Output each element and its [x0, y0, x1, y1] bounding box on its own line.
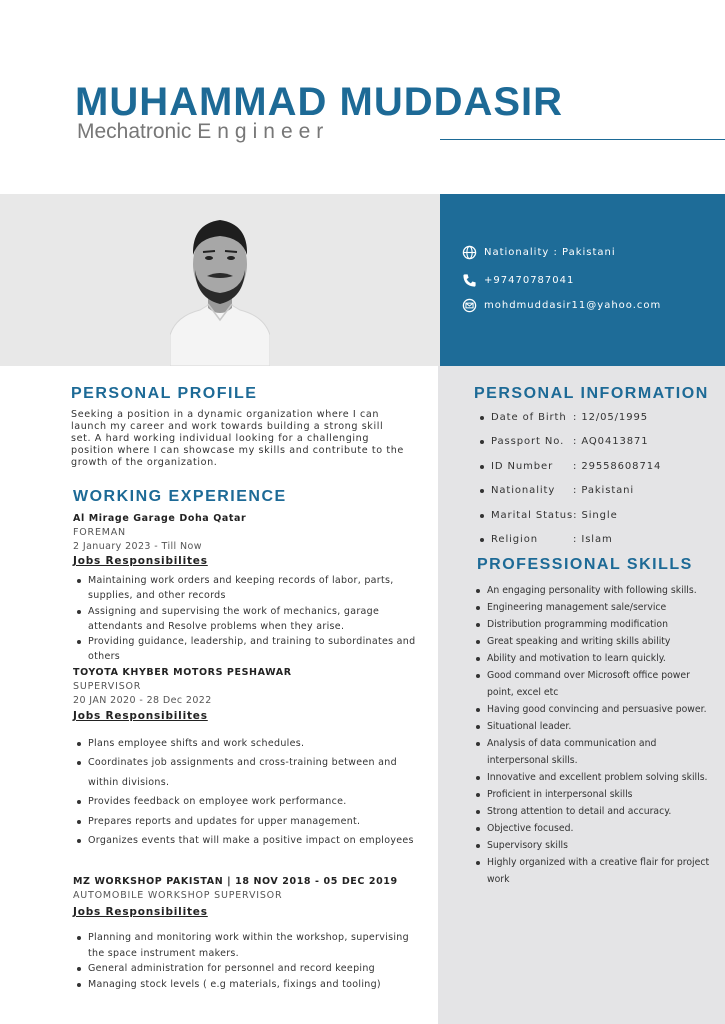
list-item: Innovative and excellent problem solving skills.: [476, 769, 716, 786]
job-1-position: FOREMAN: [73, 527, 126, 538]
job-2-responsibilities-label: Jobs Responsibilites: [73, 710, 208, 722]
job-role: [77, 120, 329, 144]
nationality-text: Nationality : Pakistani: [484, 247, 616, 258]
contact-box: [440, 194, 725, 366]
list-item: Managing stock levels ( e.g materials, fixings and tooling): [73, 977, 418, 993]
list-item: Objective focused.: [476, 820, 716, 837]
email-text[interactable]: mohdmuddasir11@yahoo.com: [484, 300, 662, 311]
list-item: [476, 533, 706, 557]
photo-band: [0, 194, 440, 366]
info-value: : 29558608714: [573, 460, 662, 472]
globe-icon: [462, 245, 477, 260]
professional-skills-heading: PROFESSIONAL SKILLS: [477, 556, 693, 573]
candidate-name: MUHAMMAD MUDDASIR: [75, 80, 564, 124]
job-2-duties: [73, 734, 418, 850]
job-1-company: Al Mirage Garage Doha Qatar: [73, 513, 247, 524]
list-item: Prepares reports and updates for upper management.: [73, 812, 418, 831]
contact-email: [462, 298, 661, 313]
list-item: An engaging personality with following skills.: [476, 582, 716, 599]
info-label: Date of Birth: [491, 412, 567, 423]
list-item: General administration for personnel and record keeping: [73, 961, 418, 977]
job-1-dates: 2 January 2023 - Till Now: [73, 541, 202, 552]
job-1-duties: [73, 573, 418, 665]
list-item: Analysis of data communication and interpersonal skills.: [476, 735, 716, 769]
list-item: Great speaking and writing skills ability: [476, 633, 716, 650]
header-rule: [440, 139, 725, 140]
list-item: Strong attention to detail and accuracy.: [476, 803, 716, 820]
list-item: [476, 460, 706, 484]
info-value: : Pakistani: [573, 485, 635, 497]
info-label: Religion: [491, 533, 538, 545]
list-item: Good command over Microsoft office power point, excel etc: [476, 667, 716, 701]
job-3-company: MZ WORKSHOP PAKISTAN | 18 NOV 2018 - 05 DEC 2019: [73, 876, 398, 887]
phone-icon: [462, 273, 477, 288]
info-label: Nationality: [491, 485, 556, 497]
list-item: Proficient in interpersonal skills: [476, 786, 716, 803]
info-value: : 12/05/1995: [573, 412, 648, 423]
list-item: Supervisory skills: [476, 837, 716, 854]
phone-text[interactable]: +97470787041: [484, 275, 575, 286]
job-2-dates: 20 JAN 2020 - 28 Dec 2022: [73, 695, 212, 706]
job-2-position: SUPERVISOR: [73, 681, 142, 692]
role-second-word: Engineer: [197, 120, 330, 143]
personal-info-list: [476, 411, 706, 557]
info-label: Marital Status: [491, 509, 574, 521]
list-item: [476, 435, 706, 459]
profile-photo: [170, 200, 270, 366]
list-item: [476, 509, 706, 533]
info-value: : Single: [573, 509, 618, 521]
personal-profile-heading: PERSONAL PROFILE: [71, 385, 258, 402]
job-3-responsibilities-label: Jobs Responsibilites: [73, 906, 208, 918]
list-item: Planning and monitoring work within the workshop, supervising the space instrument makers.: [73, 930, 418, 961]
job-2-company: TOYOTA KHYBER MOTORS PESHAWAR: [73, 667, 292, 678]
list-item: Ability and motivation to learn quickly.: [476, 650, 716, 667]
list-item: Plans employee shifts and work schedules.: [73, 734, 418, 753]
personal-information-heading: PERSONAL INFORMATION: [474, 385, 709, 402]
skills-list: [476, 582, 716, 888]
list-item: Providing guidance, leadership, and training to subordinates and others: [73, 634, 418, 665]
contact-nationality: [462, 245, 616, 260]
list-item: Engineering management sale/service: [476, 599, 716, 616]
working-experience-heading: WORKING EXPERIENCE: [73, 488, 287, 505]
email-icon: [462, 298, 477, 313]
list-item: Distribution programming modification: [476, 616, 716, 633]
list-item: Organizes events that will make a positive impact on employees: [73, 831, 418, 850]
info-value: : AQ0413871: [573, 436, 649, 448]
contact-phone: [462, 273, 574, 288]
profile-summary: Seeking a position in a dynamic organization where I can launch my career and work towards building a strong skill set. A hard working individual looking for a challenging position where I can showcase my skills and contribute to the growth of the organization.: [71, 409, 404, 468]
info-label: ID Number: [491, 460, 554, 472]
info-label: Passport No.: [491, 436, 565, 448]
list-item: [476, 484, 706, 508]
list-item: Highly organized with a creative flair for project work: [476, 854, 716, 888]
list-item: Assigning and supervising the work of mechanics, garage attendants and Resolve problems when they arise.: [73, 604, 418, 635]
list-item: Having good convincing and persuasive power.: [476, 701, 716, 718]
job-3-position: AUTOMOBILE WORKSHOP SUPERVISOR: [73, 890, 283, 901]
job-3-duties: [73, 930, 418, 992]
info-value: : Islam: [573, 533, 613, 545]
list-item: [476, 411, 706, 435]
list-item: Situational leader.: [476, 718, 716, 735]
list-item: Provides feedback on employee work performance.: [73, 792, 418, 811]
list-item: Maintaining work orders and keeping records of labor, parts, supplies, and other records: [73, 573, 418, 604]
list-item: Coordinates job assignments and cross-training between and within divisions.: [73, 753, 418, 792]
role-first-word: Mechatronic: [77, 120, 192, 143]
job-1-responsibilities-label: Jobs Responsibilites: [73, 555, 208, 567]
